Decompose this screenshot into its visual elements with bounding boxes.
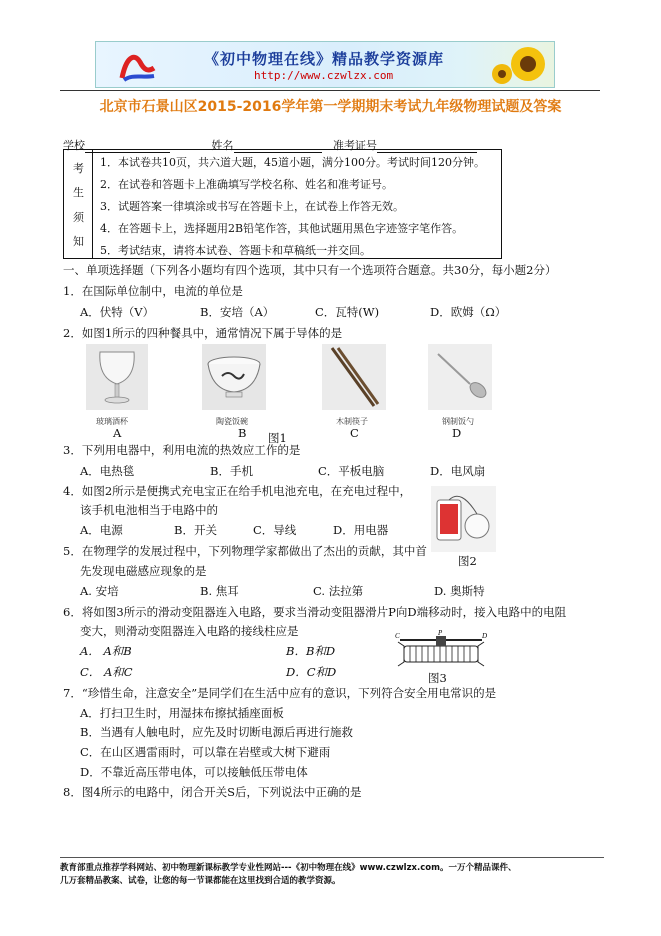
question-7-option-d: D．不靠近高压带电体，可以接触低压带电体 (80, 765, 308, 779)
svg-text:C: C (395, 632, 400, 640)
section-heading: 一、单项选择题（下列各小题均有四个选项，其中只有一个选项符合题意。共30分，每小题2分） (63, 263, 557, 277)
question-6-option-a: A． A和B (80, 644, 132, 658)
wooden-chopsticks-image (322, 344, 386, 410)
option-letter: B (238, 426, 247, 440)
question-5-option-b: B. 焦耳 (200, 584, 239, 598)
figure-label: 图3 (428, 671, 447, 685)
sliding-rheostat-diagram (394, 630, 490, 674)
question-5-option-d: D. 奥斯特 (434, 584, 485, 598)
figure-label: 图1 (268, 431, 287, 445)
power-bank-phone-image (431, 486, 496, 552)
question-4-stem-cont: 该手机电池相当于电路中的 (80, 503, 218, 517)
question-5-option-c: C. 法拉第 (313, 584, 364, 598)
question-4-option-d: D．用电器 (333, 523, 389, 537)
question-7-option-b: B．当遇有人触电时，应先及时切断电源后再进行施救 (80, 725, 353, 739)
question-4-option-b: B．开关 (174, 523, 217, 537)
question-3-option-c: C．平板电脑 (318, 464, 385, 478)
question-3-option-a: A．电热毯 (80, 464, 135, 478)
notice-label-char: 生 (73, 186, 84, 199)
notice-item: 1．本试卷共10页，共六道大题，45道小题，满分100分。考试时间120分钟。 (100, 156, 485, 169)
header-rule (60, 90, 600, 91)
steel-spoon-image (428, 344, 492, 410)
option-letter: C (350, 426, 359, 440)
question-4-option-c: C．导线 (253, 523, 297, 537)
question-3-stem: 3．下列用电器中，利用电流的热效应工作的是 (63, 443, 301, 457)
question-4-option-a: A．电源 (80, 523, 123, 537)
footer-line: 教育部重点推荐学科网站、初中物理新课标教学专业性网站---《初中物理在线》www.czwlzx.com。一万个精品课件、 (60, 863, 517, 873)
site-logo-icon (118, 48, 158, 82)
question-5-stem-cont: 先发现电磁感应现象的是 (80, 564, 207, 578)
question-1-option-a: A．伏特（V） (80, 305, 155, 319)
notice-label-char: 知 (73, 235, 84, 248)
svg-text:P: P (438, 630, 443, 637)
question-1-option-b: B．安培（A） (200, 305, 275, 319)
question-4-stem: 4．如图2所示是便携式充电宝正在给手机电池充电，在充电过程中， (63, 484, 412, 498)
page-footer (60, 862, 620, 888)
glass-cup-image (86, 344, 148, 410)
sunflower-icon (488, 44, 548, 86)
question-6-stem: 6．将如图3所示的滑动变阻器连入电路，要求当滑动变阻器滑片P向D端移动时，接入电路中的电阻 (63, 605, 567, 619)
banner-url: http://www.czwlzx.com (254, 69, 394, 82)
ceramic-bowl-image (202, 344, 266, 410)
footer-rule (60, 857, 604, 858)
question-5-stem: 5．在物理学的发展过程中，下列物理学家都做出了杰出的贡献，其中首 (63, 544, 427, 558)
exam-no-label: 准考证号 (333, 139, 377, 152)
question-1-option-d: D．欧姆（Ω） (430, 305, 507, 319)
question-6-option-d: D．C和D (286, 665, 337, 679)
question-1-option-c: C．瓦特(W) (315, 305, 380, 319)
exam-notice-table (63, 149, 502, 259)
figure-label: 图2 (458, 554, 477, 568)
notice-label-char: 考 (73, 162, 84, 175)
question-7-option-c: C．在山区遇雷雨时，可以靠在岩壁或大树下避雨 (80, 745, 331, 759)
figure-caption: 钢制饭勺 (442, 417, 474, 426)
question-2-stem: 2．如图1所示的四种餐具中，通常情况下属于导体的是 (63, 326, 343, 340)
footer-line: 几万套精品教案、试卷，让您的每一节课都能在这里找到合适的教学资源。 (60, 876, 341, 886)
question-3-option-d: D．电风扇 (430, 464, 486, 478)
figure-caption: 陶瓷饭碗 (216, 417, 248, 426)
question-7-stem: 7．“珍惜生命，注意安全”是同学们在生活中应有的意识，下列符合安全用电常识的是 (63, 686, 497, 700)
question-1-stem: 1．在国际单位制中，电流的单位是 (63, 284, 243, 298)
notice-label-column (64, 150, 93, 258)
notice-item: 4．在答题卡上，选择题用2B铅笔作答，其他试题用黑色字迹签字笔作答。 (100, 222, 464, 235)
notice-item: 5．考试结束，请将本试卷、答题卡和草稿纸一并交回。 (100, 244, 371, 257)
option-letter: D (452, 426, 462, 440)
question-6-stem-cont: 变大，则滑动变阻器连入电路的接线柱应是 (80, 624, 299, 638)
option-letter: A (113, 426, 122, 440)
figure-caption: 玻璃酒杯 (96, 417, 128, 426)
notice-label-char: 须 (73, 211, 84, 224)
question-7-option-a: A．打扫卫生时，用湿抹布擦拭插座面板 (80, 706, 284, 720)
notice-item: 3．试题答案一律填涂或书写在答题卡上，在试卷上作答无效。 (100, 200, 404, 213)
question-6-option-c: C． A和C (80, 665, 133, 679)
banner-title: 《初中物理在线》精品教学资源库 (204, 50, 445, 68)
school-label: 学校 (63, 139, 85, 152)
question-8-stem: 8．图4所示的电路中，闭合开关S后，下列说法中正确的是 (63, 785, 362, 799)
svg-text:D: D (482, 632, 488, 640)
notice-item: 2．在试卷和答题卡上准确填写学校名称、姓名和准考证号。 (100, 178, 393, 191)
question-3-option-b: B．手机 (210, 464, 253, 478)
question-6-option-b: B．B和D (286, 644, 336, 658)
figure-caption: 木制筷子 (336, 417, 368, 426)
name-label: 姓名 (211, 139, 234, 152)
page-title: 北京市石景山区2015-2016学年第一学期期末考试九年级物理试题及答案 (99, 99, 562, 115)
header-banner (95, 41, 555, 88)
question-5-option-a: A. 安培 (80, 584, 119, 598)
